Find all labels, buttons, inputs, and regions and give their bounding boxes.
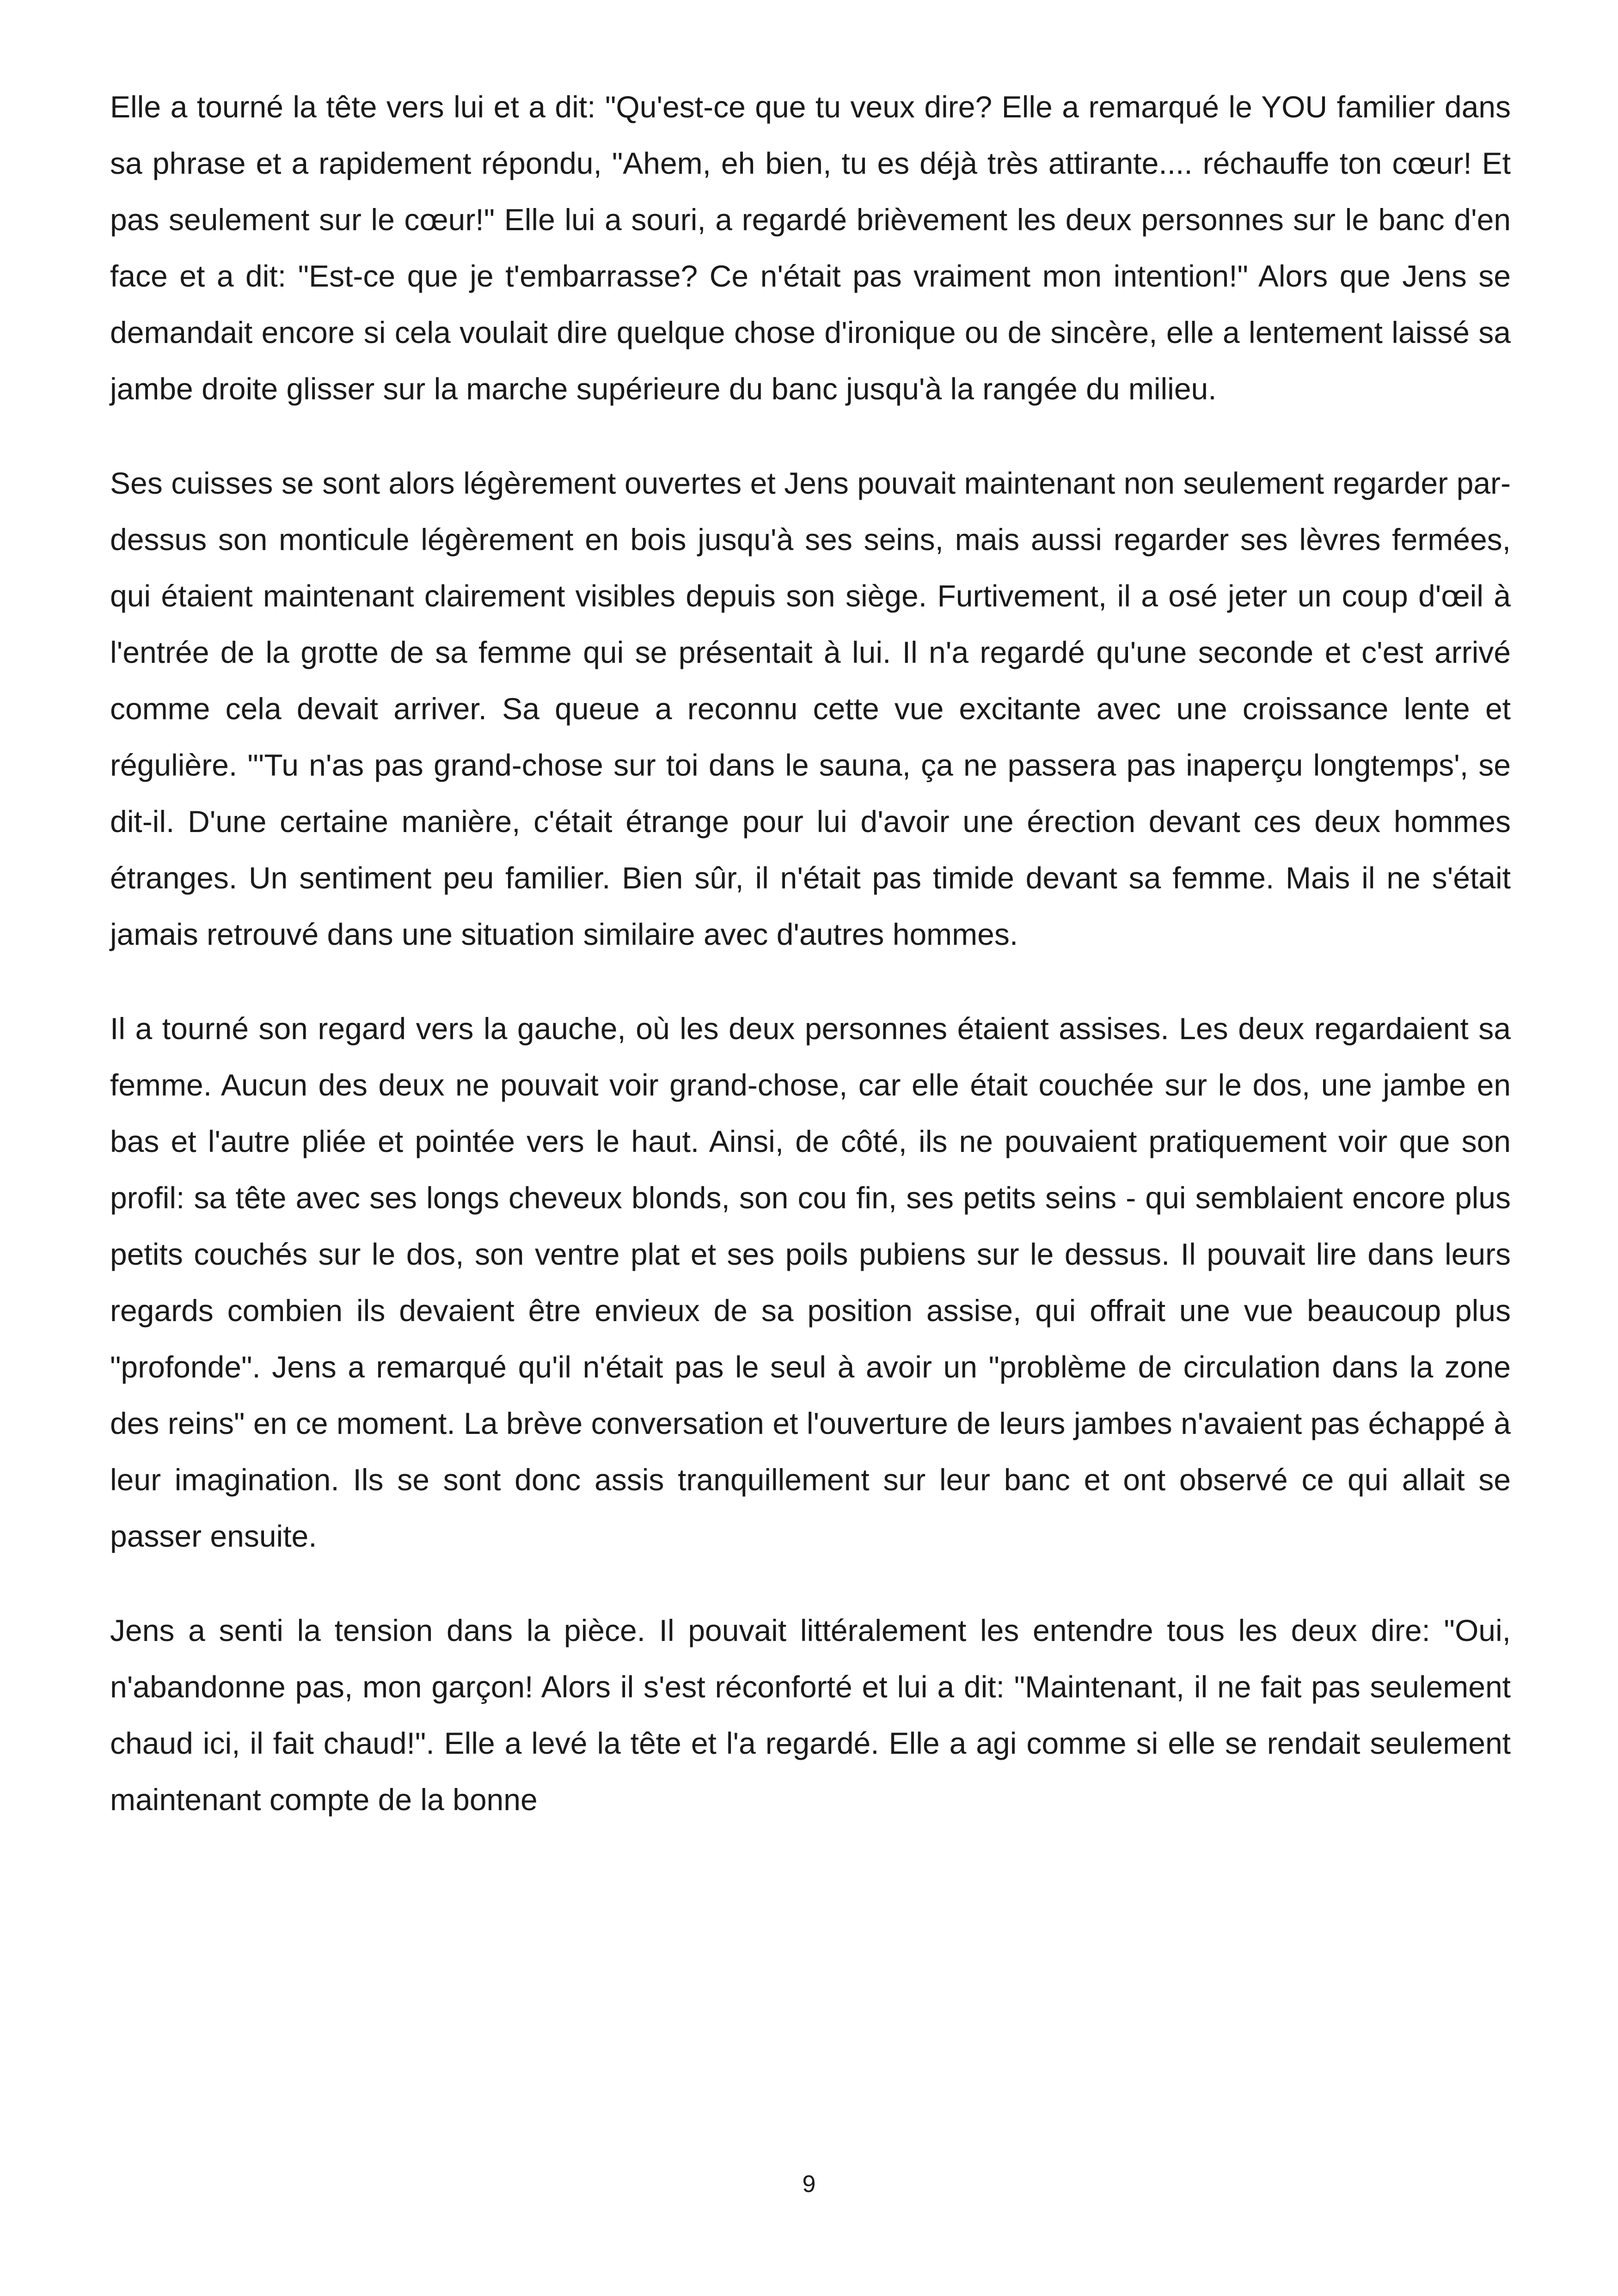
document-body	[110, 79, 1511, 1866]
page-number: 9	[802, 2171, 816, 2198]
paragraph: Il a tourné son regard vers la gauche, où les deux personnes étaient assises. Les deux regardaient sa femme. Aucun des deux ne pouvait voir grand-chose, car elle était couchée sur le dos, une jambe en bas et l'autre pliée et pointée vers le haut. Ainsi, de côté, ils ne pouvaient pratiquement voir que son profil: sa tête avec ses longs cheveux blonds, son cou fin, ses petits seins - qui semblaient encore plus petits couchés sur le dos, son ventre plat et ses poils pubiens sur le dessus. Il pouvait lire dans leurs regards combien ils devaient être envieux de sa position assise, qui offrait une vue beaucoup plus "profonde". Jens a remarqué qu'il n'était pas le seul à avoir un "problème de circulation dans la zone des reins" en ce moment. La brève conversation et l'ouverture de leurs jambes n'avaient pas échappé à leur imagination. Ils se sont donc assis tranquillement sur leur banc et ont observé ce qui allait se passer ensuite.	[110, 1011, 1511, 1553]
paragraph: Ses cuisses se sont alors légèrement ouvertes et Jens pouvait maintenant non seulement regarder par-dessus son monticule légèrement en bois jusqu'à ses seins, mais aussi regarder ses lèvres fermées, qui étaient maintenant clairement visibles depuis son siège. Furtivement, il a osé jeter un coup d'œil à l'entrée de la grotte de sa femme qui se présentait à lui. Il n'a regardé qu'une seconde et c'est arrivé comme cela devait arriver. Sa queue a reconnu cette vue excitante avec une croissance lente et régulière. "'Tu n'as pas grand-chose sur toi dans le sauna, ça ne passera pas inaperçu longtemps', se dit-il. D'une certaine manière, c'était étrange pour lui d'avoir une érection devant ces deux hommes étranges. Un sentiment peu familier. Bien sûr, il n'était pas timide devant sa femme. Mais il ne s'était jamais retrouvé dans une situation similaire avec d'autres hommes.	[110, 466, 1511, 951]
paragraph: Elle a tourné la tête vers lui et a dit: "Qu'est-ce que tu veux dire? Elle a remarqué le YOU familier dans sa phrase et a rapidement répondu, "Ahem, eh bien, tu es déjà très attirante.... réchauffe ton cœur! Et pas seulement sur le cœur!" Elle lui a souri, a regardé brièvement les deux personnes sur le banc d'en face et a dit: "Est-ce que je t'embarrasse? Ce n'était pas vraiment mon intention!" Alors que Jens se demandait encore si cela voulait dire quelque chose d'ironique ou de sincère, elle a lentement laissé sa jambe droite glisser sur la marche supérieure du banc jusqu'à la rangée du milieu.	[110, 90, 1511, 406]
paragraph: Jens a senti la tension dans la pièce. Il pouvait littéralement les entendre tous les deux dire: "Oui, n'abandonne pas, mon garçon! Alors il s'est réconforté et lui a dit: "Maintenant, il ne fait pas seulement chaud ici, il fait chaud!". Elle a levé la tête et l'a regardé. Elle a agi comme si elle se rendait seulement maintenant compte de la bonne	[110, 1613, 1511, 1817]
